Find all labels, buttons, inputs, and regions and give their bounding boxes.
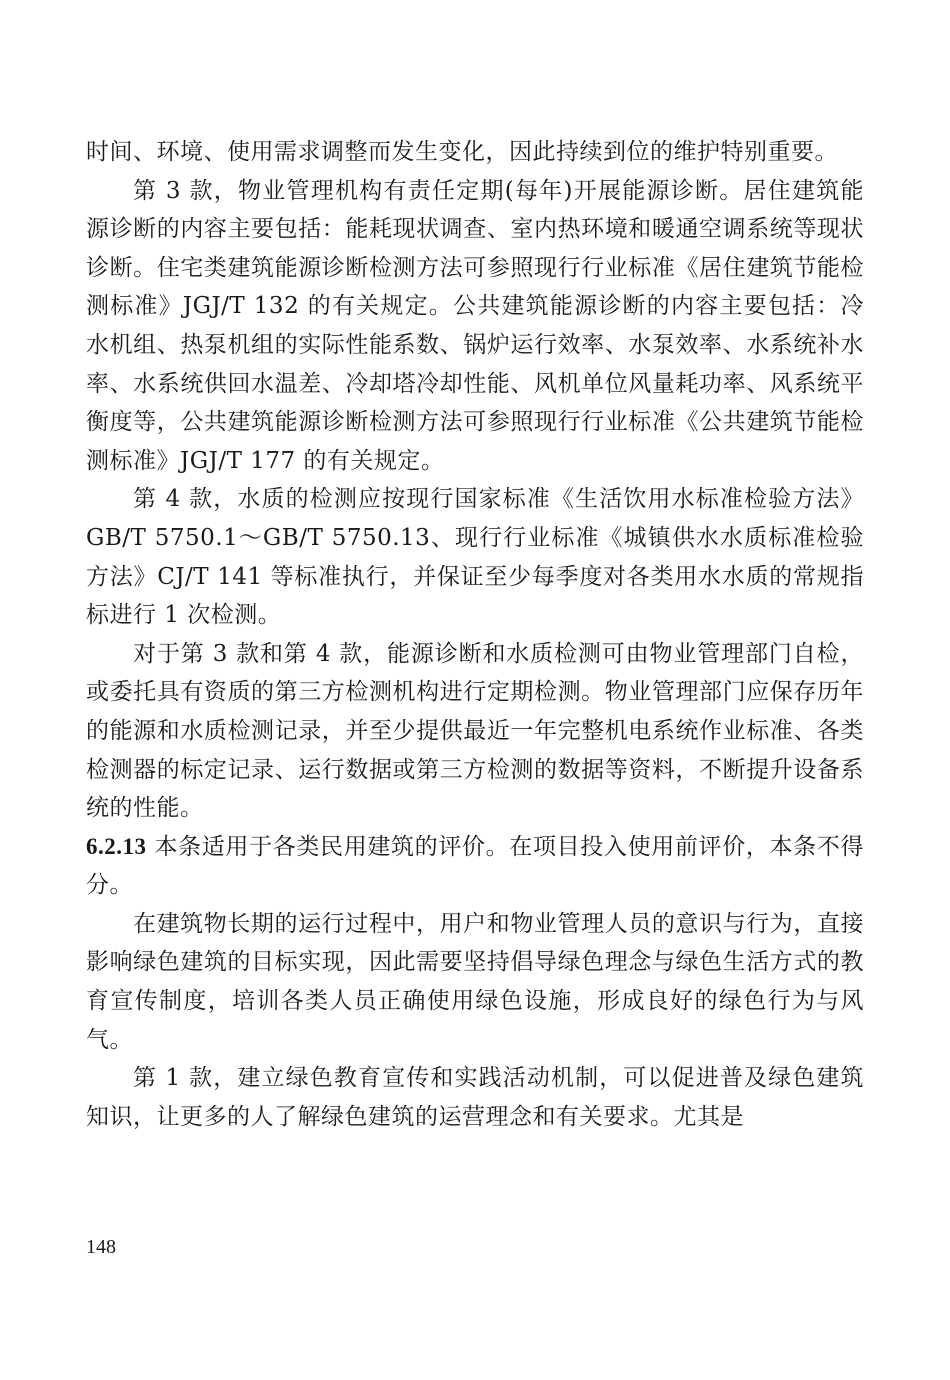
paragraph-explanation: 在建筑物长期的运行过程中，用户和物业管理人员的意识与行为，直接影响绿色建筑的目标实现，因此需要坚持倡导绿色理念与绿色生活方式的教育宣传制度，培训各类人员正确使用绿色设施，形成良好的绿色行为与风气。 — [86, 910, 864, 1053]
paragraph-item-1: 第 1 款，建立绿色教育宣传和实践活动机制，可以促进普及绿色建筑知识，让更多的人了解绿色建筑的运营理念和有关要求。尤其是 — [86, 1065, 864, 1130]
paragraph-continuation: 时间、环境、使用需求调整而发生变化，因此持续到位的维护特别重要。 — [86, 139, 838, 165]
clause-number: 6.2.13 — [86, 833, 147, 859]
body-text — [86, 133, 864, 1136]
paragraph-item-3: 第 3 款，物业管理机构有责任定期(每年)开展能源诊断。居住建筑能源诊断的内容主要包括：能耗现状调查、室内热环境和暖通空调系统等现状诊断。住宅类建筑能源诊断检测方法可参照现行行业标准《居住建筑节能检测标准》JGJ/T 132 的有关规定。公共建筑能源诊断的内容主要包括：冷水机组、热泵机组的实际性能系数、锅炉运行效率、水泵效率、水系统补水率、水系统供回水温差、冷却塔冷却性能、风机单位风量耗功率、风系统平衡度等，公共建筑能源诊断检测方法可参照现行行业标准《公共建筑节能检测标准》JGJ/T 177 的有关规定。 — [86, 177, 864, 474]
clause-text: 本条适用于各类民用建筑的评价。在项目投入使用前评价，本条不得分。 — [86, 833, 864, 899]
paragraph-items-3-4: 对于第 3 款和第 4 款，能源诊断和水质检测可由物业管理部门自检，或委托具有资质的第三方检测机构进行定期检测。物业管理部门应保存历年的能源和水质检测记录，并至少提供最近一年完整机电系统作业标准、各类检测器的标定记录、运行数据或第三方检测的数据等资料，不断提升设备系统的性能。 — [86, 640, 864, 822]
paragraph-item-4: 第 4 款，水质的检测应按现行国家标准《生活饮用水标准检验方法》GB/T 5750.1～GB/T 5750.13、现行行业标准《城镇供水水质标准检验方法》CJ/T 141 等标准执行，并保证至少每季度对各类用水水质的常规指标进行 1 次检测。 — [86, 486, 864, 629]
page-number: 148 — [86, 1236, 116, 1258]
clause-paragraph — [86, 828, 864, 905]
